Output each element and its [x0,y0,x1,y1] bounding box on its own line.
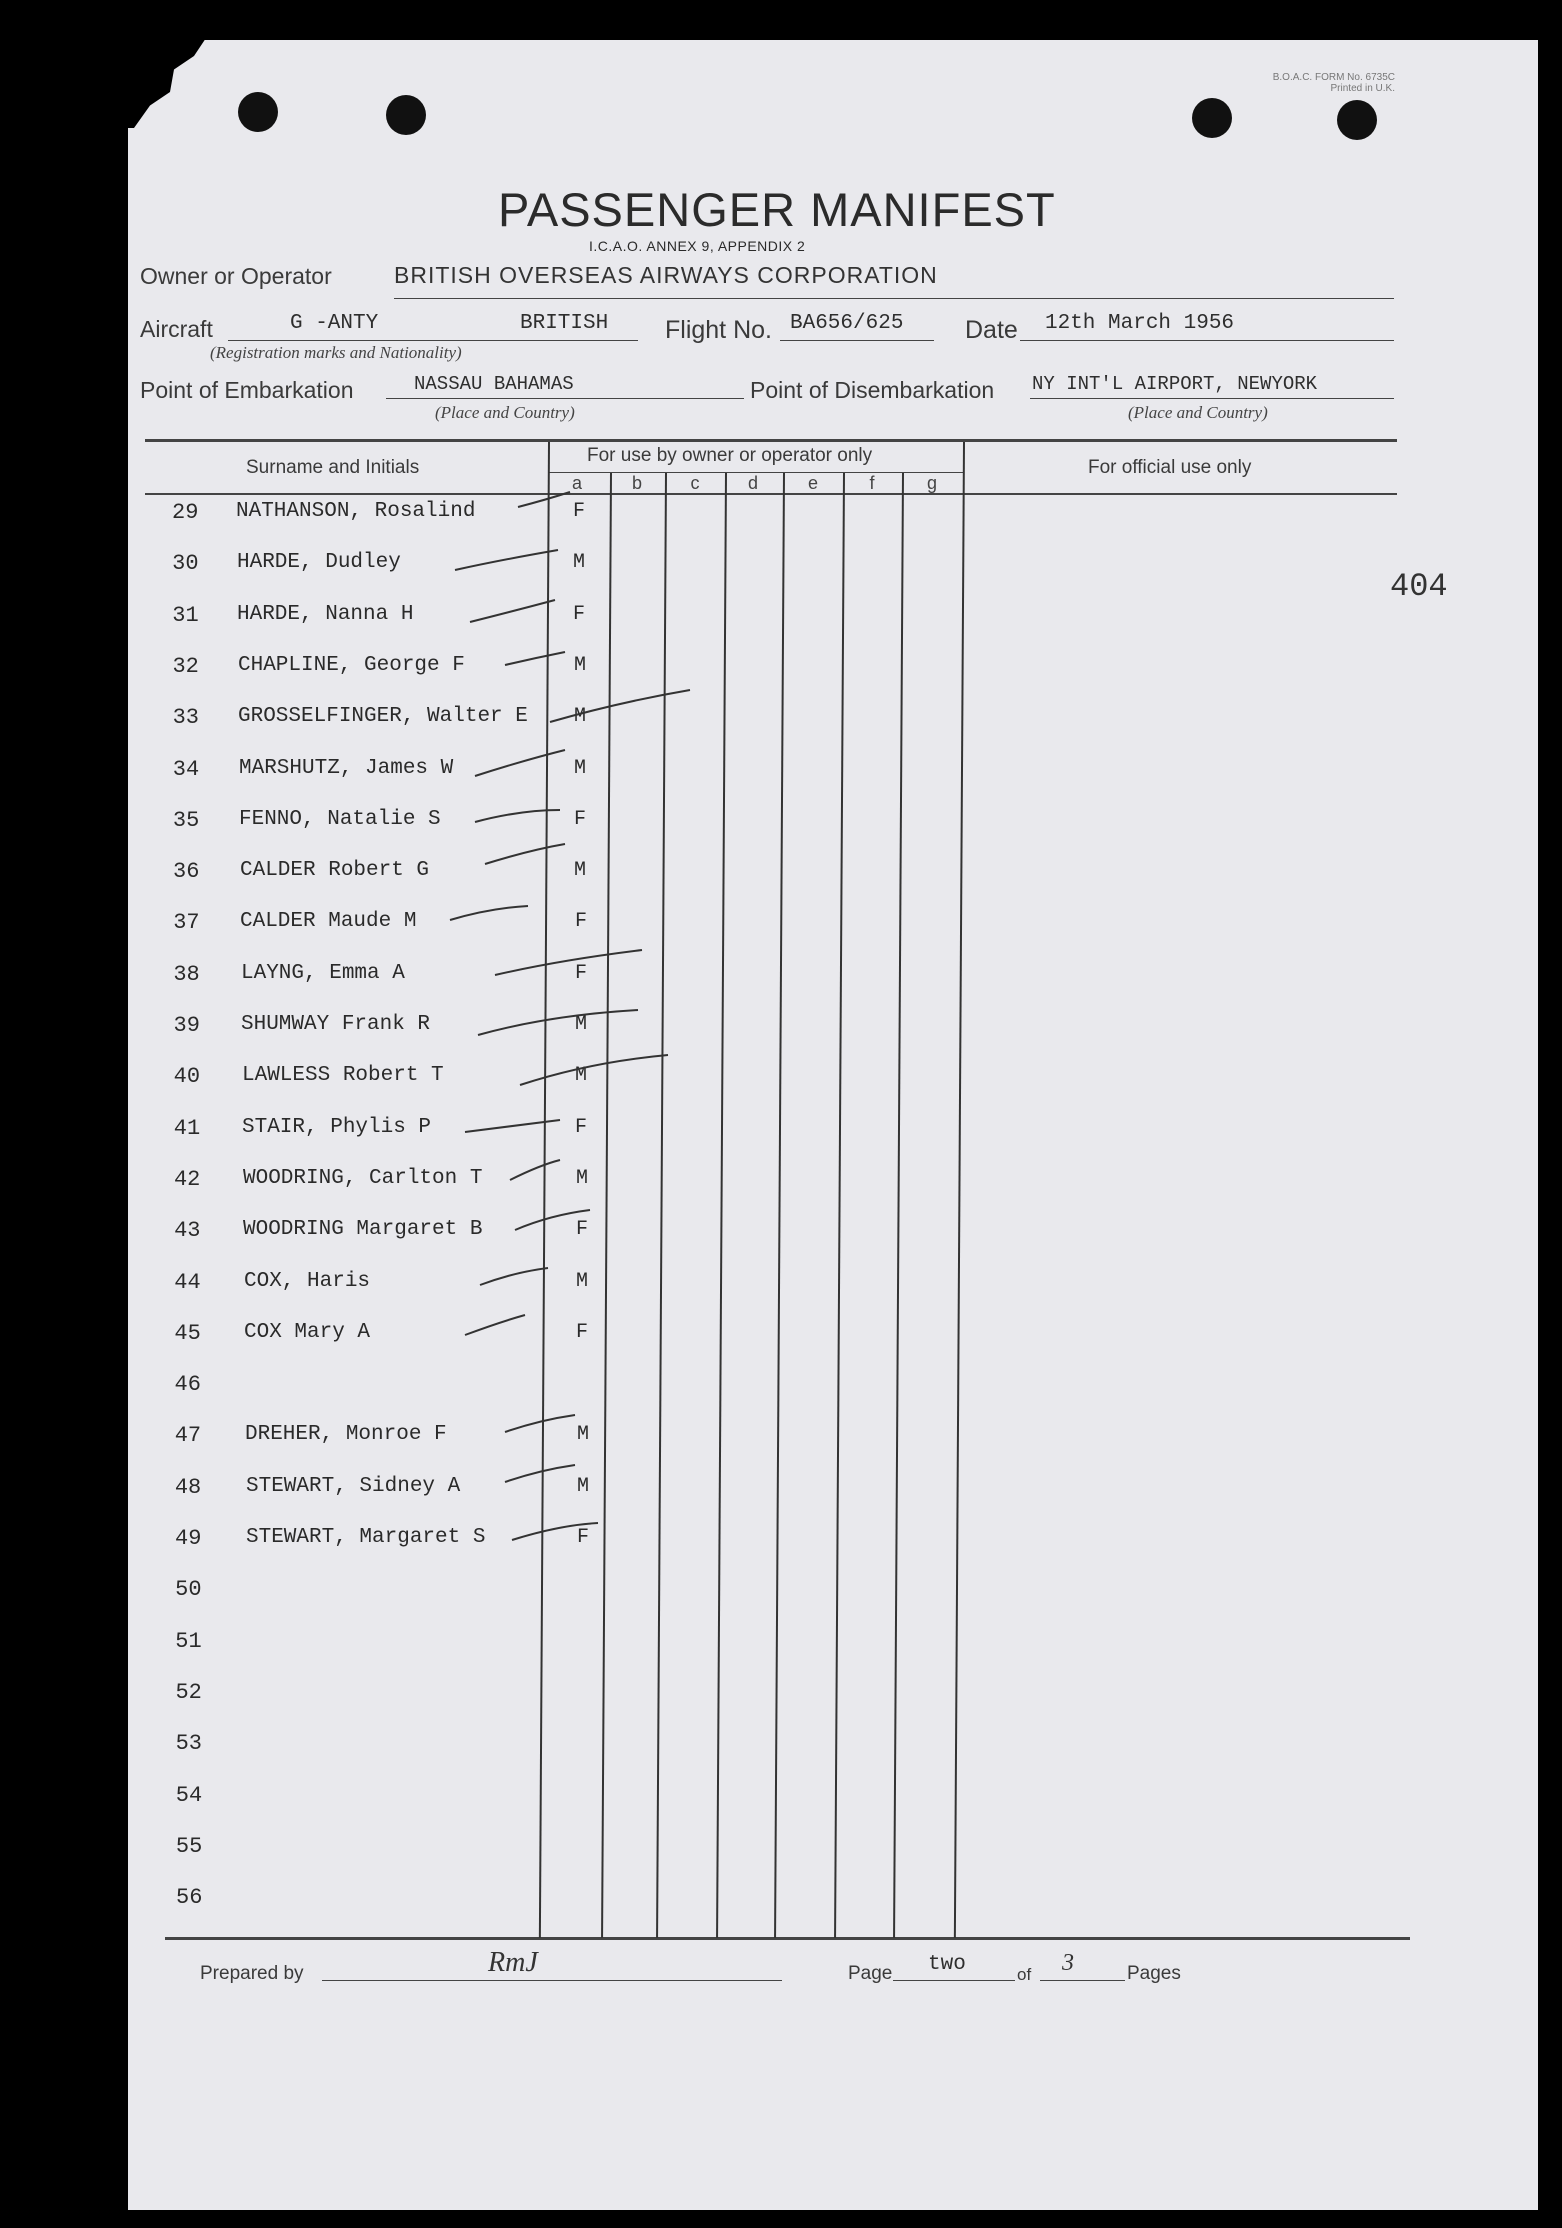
row-number: 45 [174,1321,201,1346]
row-number: 49 [175,1526,202,1551]
disembarkation-note: (Place and Country) [1128,403,1268,422]
row-number: 51 [175,1629,202,1654]
row-number: 55 [175,1834,203,1859]
aircraft-label: Aircraft [140,316,213,342]
passenger-name: STEWART, Sidney A [246,1475,461,1498]
page-subtitle: I.C.A.O. ANNEX 9, APPENDIX 2 [589,238,806,254]
passenger-sex: F [576,1526,589,1549]
row-number: 48 [174,1475,202,1500]
passenger-name: WOODRING Margaret B [243,1218,483,1241]
passenger-name: SHUMWAY Frank R [241,1013,431,1036]
row-number: 37 [173,910,200,935]
passenger-name: LAWLESS Robert T [242,1064,444,1087]
row-number: 53 [175,1731,202,1756]
passenger-sex: M [575,1167,588,1190]
side-number: 404 [1390,568,1448,605]
passenger-sex: M [574,1013,587,1036]
date-label: Date [965,316,1018,344]
passenger-name: COX Mary A [244,1321,371,1344]
date-value: 12th March 1956 [1045,312,1235,335]
prepared-signature: RmJ [488,1947,538,1978]
tick-mark [465,1315,525,1335]
passenger-name: STEWART, Margaret S [246,1526,486,1549]
embarkation-note: (Place and Country) [435,403,575,422]
official-use-header: For official use only [1088,457,1252,478]
flight-number: BA656/625 [790,312,904,335]
passenger-name: MARSHUTZ, James W [239,757,454,780]
page-title: PASSENGER MANIFEST [498,183,1056,236]
column-a-header: a [571,473,582,493]
tick-mark [515,1210,590,1230]
passenger-name: FENNO, Natalie S [239,808,441,831]
column-d-header: d [747,473,758,493]
row-number: 30 [172,551,199,576]
passenger-sex: M [574,1064,587,1087]
flight-label: Flight No. [665,316,772,344]
column-f-header: f [869,473,875,493]
row-number: 50 [175,1577,202,1602]
passenger-name: LAYNG, Emma A [241,962,405,985]
page-label: Page [848,1963,893,1984]
row-number: 41 [173,1116,201,1141]
row-number: 46 [174,1372,201,1397]
row-number: 31 [172,603,199,628]
owner-use-header: For use by owner or operator only [587,445,873,466]
tick-mark [505,652,565,665]
of-underline [1040,1980,1125,1981]
tick-mark [450,906,528,920]
row-number: 54 [175,1783,203,1808]
passenger-sex: F [574,1116,587,1139]
prepared-label: Prepared by [200,1963,304,1984]
passenger-sex: M [572,551,585,574]
of-value: 3 [1062,1950,1074,1976]
passenger-name: WOODRING, Carlton T [243,1167,483,1190]
row-number: 34 [172,757,200,782]
aircraft-nationality: BRITISH [520,312,609,335]
tick-mark [505,1465,575,1482]
row-number: 52 [175,1680,202,1705]
passenger-sex: M [573,654,586,677]
passenger-sex: F [574,962,587,985]
row-number: 39 [173,1013,200,1038]
row-number: 33 [172,705,199,730]
page-value: two [928,1953,966,1976]
tick-mark [510,1160,560,1180]
row-number: 32 [172,654,199,679]
surname-header: Surname and Initials [246,457,420,478]
passenger-sex: M [576,1423,589,1446]
column-c-header: c [690,473,700,493]
page-underline [893,1980,1015,1981]
passenger-name: CHAPLINE, George F [238,654,465,677]
tick-mark [475,810,560,822]
tick-mark [495,950,642,975]
tick-mark [518,492,570,507]
row-number: 56 [176,1885,203,1910]
passenger-sex: F [575,1321,588,1344]
passenger-sex: F [573,808,586,831]
pages-label: Pages [1127,1963,1181,1984]
passenger-sex: F [572,603,585,626]
passenger-name: DREHER, Monroe F [245,1423,447,1446]
tick-mark [465,1120,560,1132]
tick-mark [505,1415,575,1432]
of-label: of [1017,1965,1032,1984]
column-g-header: g [926,473,937,493]
passenger-name: HARDE, Nanna H [237,603,414,626]
passenger-name: GROSSELFINGER, Walter E [238,705,528,728]
tick-mark [485,844,565,864]
prepared-underline [322,1980,782,1981]
aircraft-registration: G -ANTY [290,312,379,335]
passenger-sex: M [573,757,586,780]
row-number: 47 [174,1423,202,1448]
passenger-name: COX, Haris [244,1270,371,1293]
row-number: 36 [173,859,200,884]
embarkation-value: NASSAU BAHAMAS [414,373,574,395]
row-number: 29 [172,500,199,525]
embarkation-label: Point of Embarkation [140,377,354,403]
passenger-sex: M [576,1475,589,1498]
row-number: 40 [173,1064,201,1089]
row-number: 38 [173,962,200,987]
passenger-sex: F [574,910,587,933]
passenger-sex: F [572,500,585,523]
owner-label: Owner or Operator [140,263,332,289]
form-number-text: B.O.A.C. FORM No. 6735C [1272,72,1395,83]
tick-mark [475,750,565,776]
row-number: 43 [174,1218,201,1243]
disembarkation-value: NY INT'L AIRPORT, NEWYORK [1032,373,1318,395]
passenger-sex: M [573,705,586,728]
tick-mark [550,690,690,722]
form-printed-text: Printed in U.K. [1330,83,1395,94]
tick-mark [478,1010,638,1035]
passenger-name: CALDER Maude M [240,910,417,933]
column-b-header: b [631,473,642,493]
tick-mark [470,600,555,622]
passenger-sex: M [575,1270,588,1293]
tick-mark [512,1523,598,1540]
tick-mark [520,1055,668,1085]
passenger-name: CALDER Robert G [240,859,430,882]
aircraft-note: (Registration marks and Nationality) [210,343,462,362]
disembarkation-label: Point of Disembarkation [750,377,995,403]
passenger-sex: M [573,859,586,882]
row-number: 44 [174,1270,201,1295]
passenger-name: STAIR, Phylis P [242,1116,432,1139]
column-e-header: e [807,473,818,493]
tick-mark [455,550,558,570]
passenger-name: HARDE, Dudley [237,551,401,574]
tick-mark [480,1268,548,1285]
passenger-name: NATHANSON, Rosalind [236,500,476,523]
owner-value: BRITISH OVERSEAS AIRWAYS CORPORATION [394,262,938,288]
row-number: 35 [172,808,200,833]
passenger-sex: F [575,1218,588,1241]
row-number: 42 [173,1167,201,1192]
